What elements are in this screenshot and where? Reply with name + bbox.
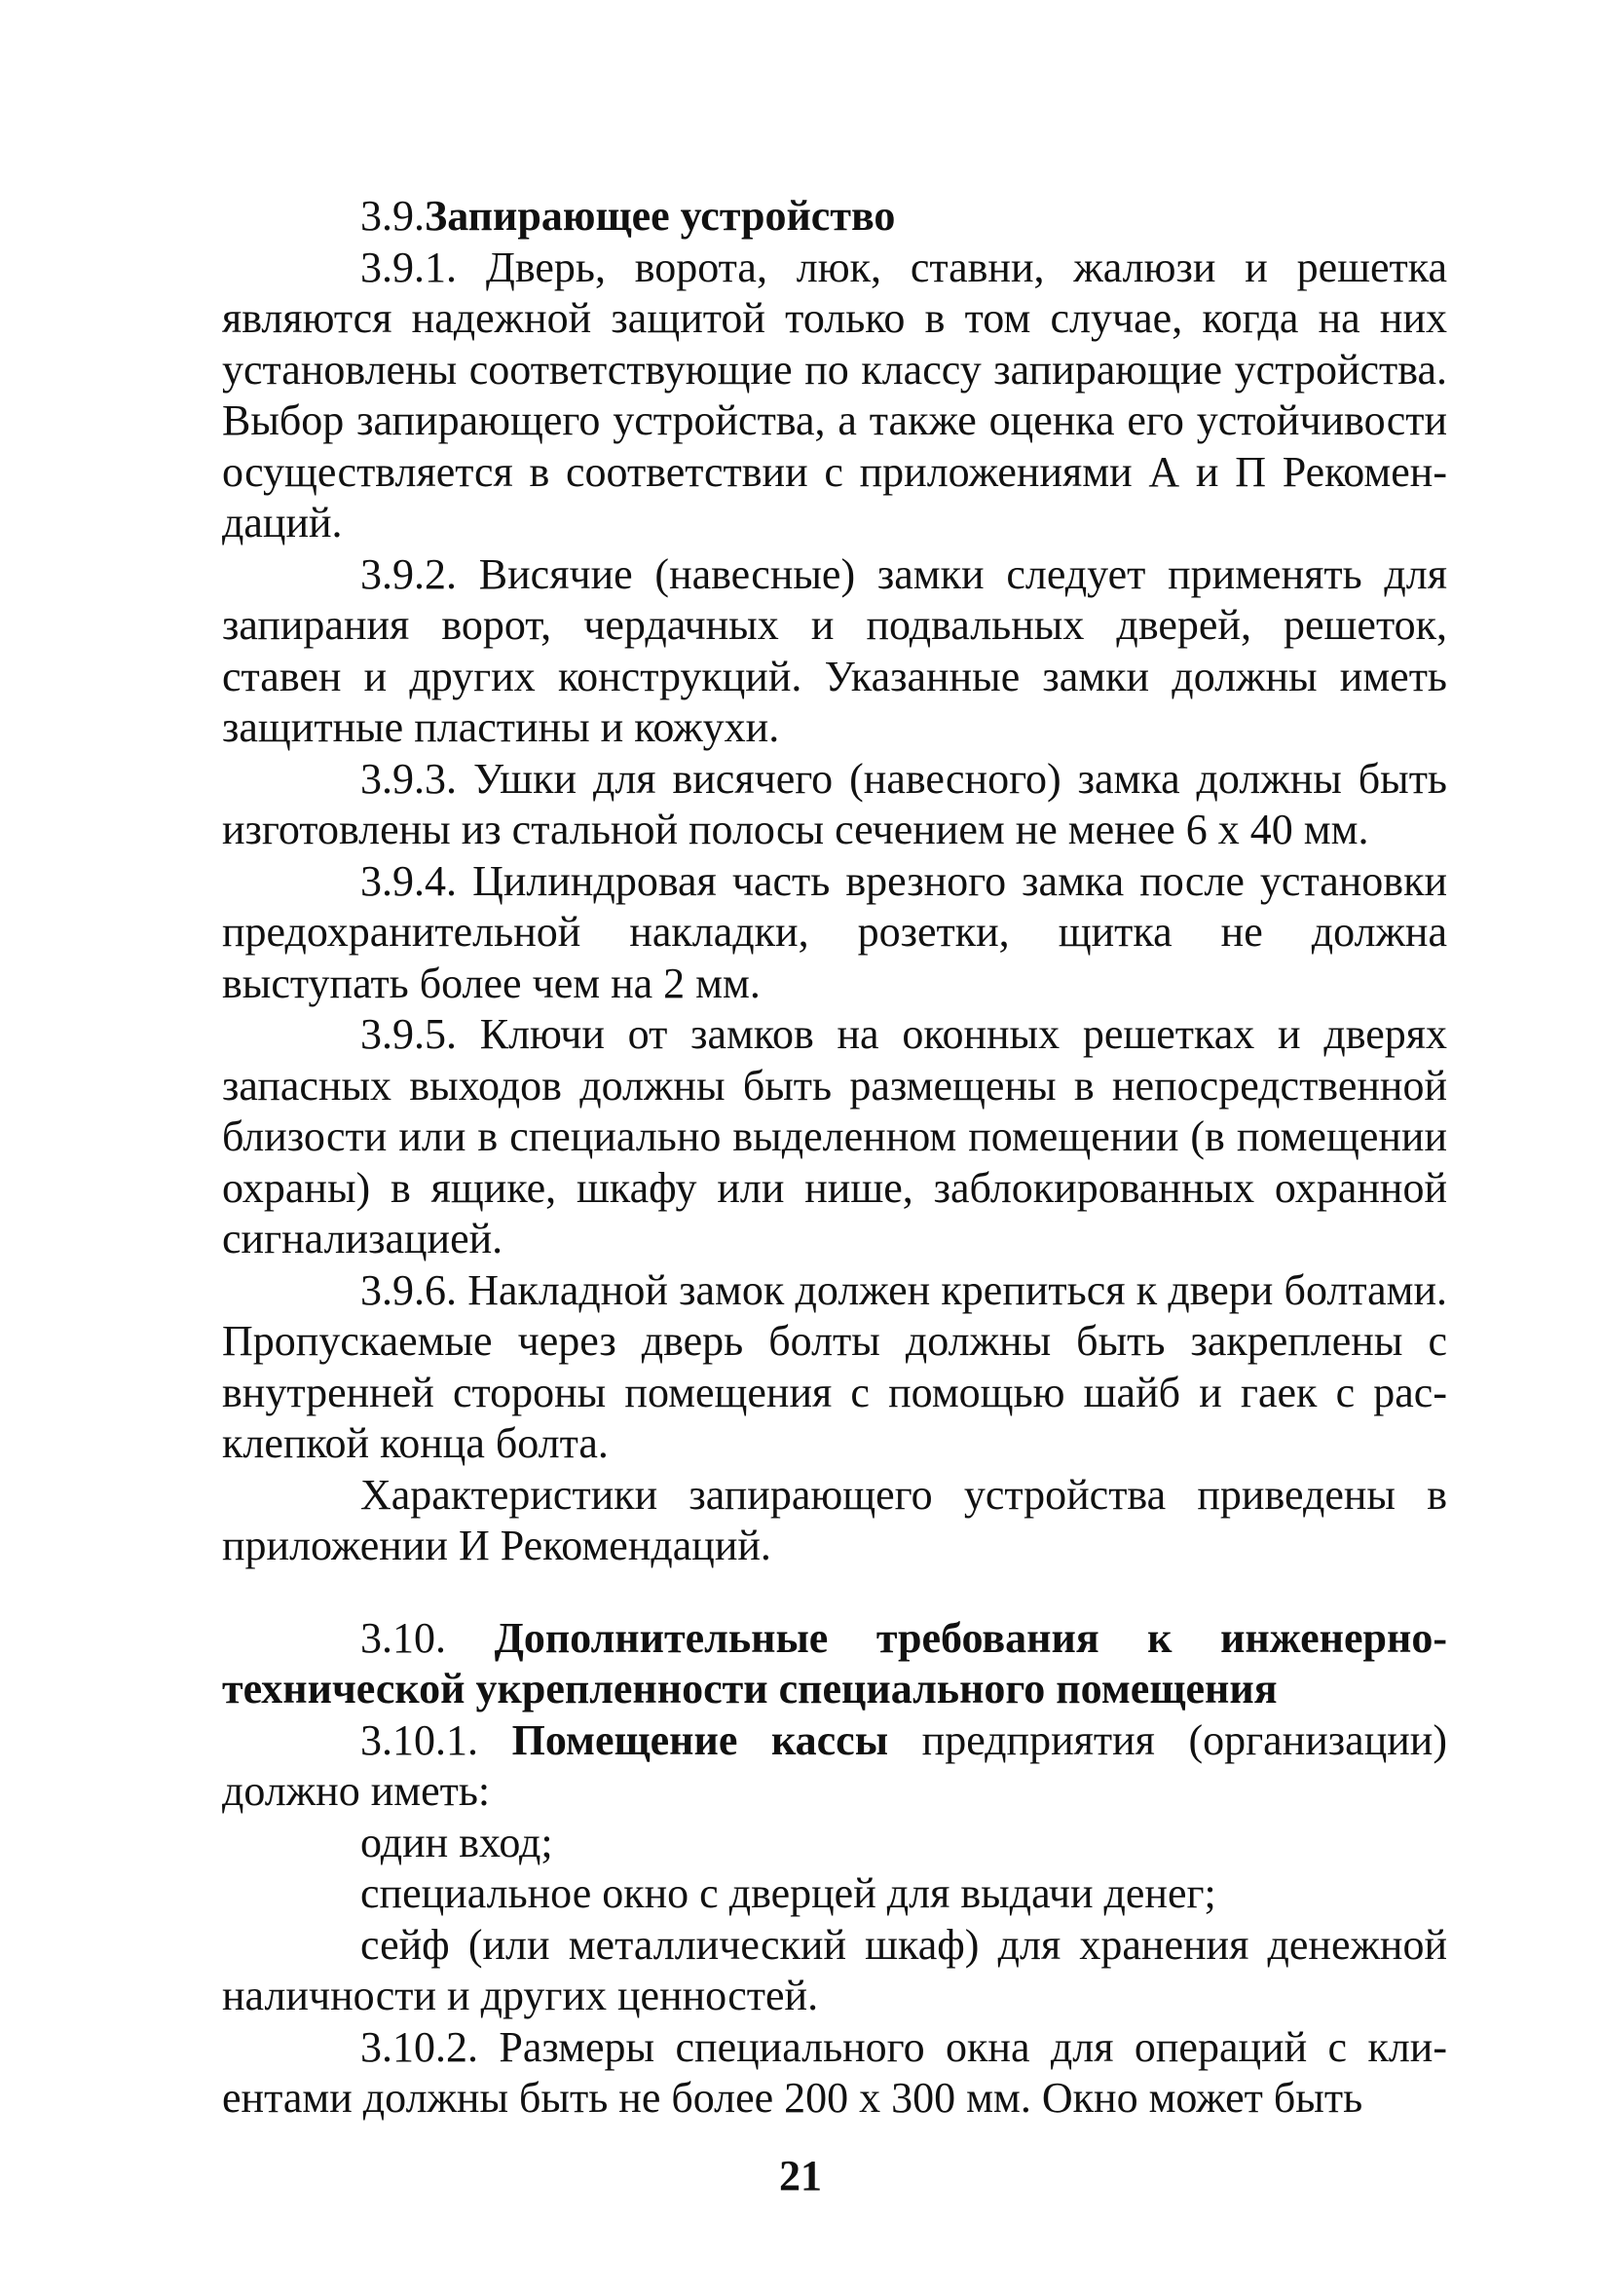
paragraph-text: Висячие (навесные) замки следует применять для запирания ворот, чердачных и подвальных дверей, решеток, ставен и других конструкций. Указанные замки должны иметь защитные пластины и кожухи. — [222, 549, 1448, 751]
paragraph-3-10-1 — [222, 1715, 1447, 1818]
paragraph-3-9-2 — [222, 549, 1447, 754]
paragraph-number: 3.10.1. — [360, 1715, 478, 1764]
section-title: Запирающее устройство — [425, 192, 896, 240]
paragraph-text: Цилиндровая часть врезного замка после установки предохранительной накладки, розетки, щитка не должна выступать более чем на 2 мм. — [222, 856, 1447, 1007]
paragraph-number: 3.9.3. — [360, 754, 457, 803]
paragraph-text: Ушки для висячего (навесного) замка должны быть изготовлены из стальной полосы сечением не менее 6 х 40 мм. — [222, 754, 1447, 853]
section-gap — [222, 1572, 1447, 1613]
paragraph-3-9-1 — [222, 243, 1447, 549]
page-number: 21 — [779, 2152, 822, 2200]
paragraph-3-9-5 — [222, 1009, 1447, 1265]
paragraph-number: 3.9.2. — [360, 549, 457, 598]
document-page — [222, 191, 1447, 2125]
paragraph-number: 3.9.6. — [360, 1265, 457, 1314]
list-item: один вход; — [360, 1818, 553, 1866]
paragraph-number: 3.9.4. — [360, 856, 457, 905]
section-heading-3-9 — [222, 191, 1447, 243]
list-item: специальное окно с дверцей для выдачи денег; — [360, 1869, 1216, 1917]
paragraph-bold-term: Помещение кассы — [511, 1715, 889, 1764]
section-title: Дополнительные требования к инженерно-технической укрепленности специального помещения — [222, 1613, 1447, 1713]
section-number: 3.9. — [360, 192, 425, 240]
section-number: 3.10. — [360, 1613, 446, 1662]
paragraph-characteristics — [222, 1470, 1447, 1572]
list-item: сейф (или металлический шкаф) для хранения денежной наличности и других ценностей. — [222, 1920, 1447, 2019]
paragraph-text: Дверь, ворота, люк, ставни, жалюзи и решетка являются надежной защитой только в том случае, когда на них установлены соответствующие по классу запирающие устройства. Выбор запирающего устройства, а также оценка его устойчивости осуществляется в соответствии с приложениями А и П Рекомен-даций. — [222, 243, 1447, 546]
paragraph-3-10-2 — [222, 2022, 1447, 2125]
paragraph-3-9-6 — [222, 1265, 1447, 1470]
paragraph-number: 3.9.1. — [360, 243, 457, 291]
paragraph-text: Характеристики запирающего устройства приведены в приложении И Рекомендаций. — [222, 1470, 1447, 1569]
paragraph-text: Размеры специального окна для операций с кли-ентами должны быть не более 200 х 300 мм. Окно может быть — [222, 2022, 1447, 2122]
paragraph-3-9-3 — [222, 754, 1447, 856]
paragraph-number: 3.9.5. — [360, 1010, 457, 1058]
paragraph-3-9-4 — [222, 856, 1447, 1010]
paragraph-text: Накладной замок должен крепиться к двери болтами. Пропускаемые через дверь болты должны быть закреплены с внутренней стороны помещения с помощью шайб и гаек с рас-клепкой конца болта. — [222, 1265, 1448, 1467]
paragraph-text: Ключи от замков на оконных решетках и дверях запасных выходов должны быть размещены в непосредственной близости или в специально выделенном помещении (в помещении охраны) в ящике, шкафу или нише, заблокированных охранной сигнализацией. — [222, 1010, 1447, 1262]
paragraph-text: предприятия (организации) должно иметь: — [222, 1715, 1448, 1815]
paragraph-number: 3.10.2. — [360, 2022, 478, 2071]
section-heading-3-10 — [222, 1613, 1447, 1715]
